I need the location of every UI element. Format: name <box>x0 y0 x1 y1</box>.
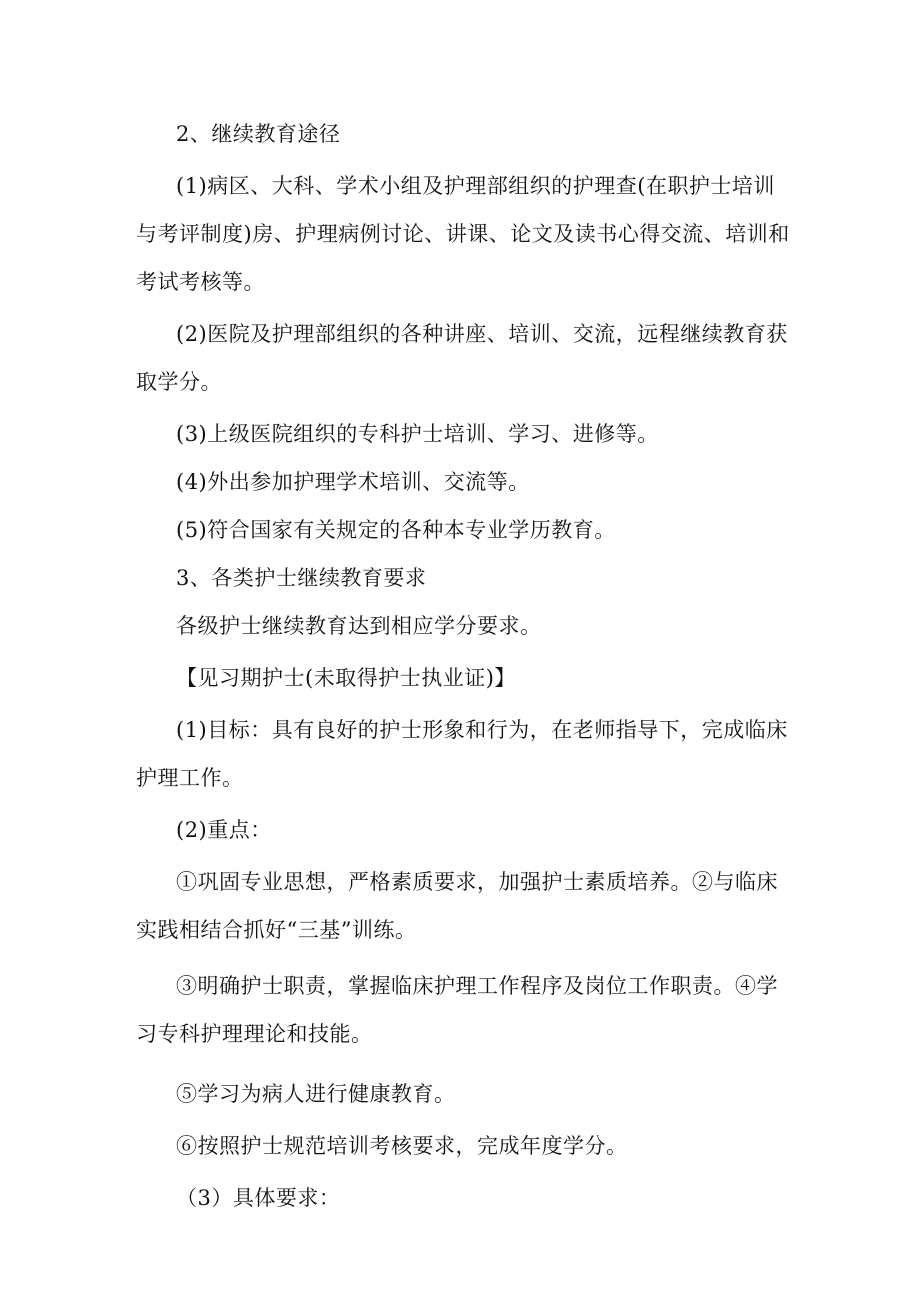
paragraph-11: ⑤学习为病人进行健康教育。 <box>176 1082 456 1106</box>
paragraph-3: (3)上级医院组织的专科护士培训、学习、进修等。 <box>176 422 659 446</box>
paragraph-4: (4)外出参加护理学术培训、交流等。 <box>176 470 530 494</box>
section-heading-2: 2、继续教育途径 <box>176 122 341 146</box>
paragraph-6: 各级护士继续教育达到相应学分要求。 <box>176 614 542 638</box>
paragraph-13: （3）具体要求： <box>176 1186 341 1210</box>
paragraph-8: (2)重点： <box>176 818 272 842</box>
section-heading-3: 3、各类护士继续教育要求 <box>176 566 427 590</box>
paragraph-1: (1)病区、大科、学术小组及护理部组织的护理查(在职护士培训与考评制度)房、护理病例讨论、讲课、论文及读书心得交流、培训和考试考核等。 <box>136 174 790 294</box>
paragraph-12: ⑥按照护士规范培训考核要求，完成年度学分。 <box>176 1134 628 1158</box>
paragraph-9: ①巩固专业思想，严格素质要求，加强护士素质培养。②与临床实践相结合抓好“三基”训练。 <box>136 870 778 942</box>
paragraph-10: ③明确护士职责，掌握临床护理工作程序及岗位工作职责。④学习专科护理理论和技能。 <box>136 974 778 1046</box>
subheading-trainee-nurse: 【见习期护士(未取得护士执业证)】 <box>176 666 516 690</box>
document-body <box>136 110 796 1222</box>
paragraph-2: (2)医院及护理部组织的各种讲座、培训、交流，远程继续教育获取学分。 <box>136 322 788 394</box>
paragraph-5: (5)符合国家有关规定的各种本专业学历教育。 <box>176 518 616 542</box>
paragraph-7: (1)目标：具有良好的护士形象和行为，在老师指导下，完成临床护理工作。 <box>136 718 788 790</box>
